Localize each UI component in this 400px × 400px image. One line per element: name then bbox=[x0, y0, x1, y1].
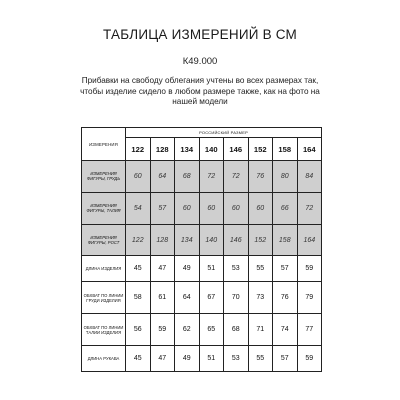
table-cell: 72 bbox=[297, 192, 322, 224]
table-row bbox=[82, 345, 322, 371]
table-cell: 72 bbox=[224, 161, 249, 193]
measurements-header: ИЗМЕРЕНИЯ bbox=[82, 128, 126, 161]
table-row bbox=[82, 161, 322, 193]
table-cell: 59 bbox=[297, 256, 322, 282]
table-row bbox=[82, 282, 322, 314]
table-cell: 77 bbox=[297, 314, 322, 346]
table-cell: 158 bbox=[273, 224, 298, 256]
table-cell: 80 bbox=[273, 161, 298, 193]
table-cell: 45 bbox=[126, 345, 151, 371]
size-header-cell: 134 bbox=[175, 138, 200, 161]
table-cell: 61 bbox=[150, 282, 175, 314]
table-cell: 51 bbox=[199, 256, 224, 282]
size-header-cell: 152 bbox=[248, 138, 273, 161]
table-cell: 57 bbox=[273, 256, 298, 282]
size-table bbox=[81, 127, 322, 372]
table-cell: 84 bbox=[297, 161, 322, 193]
row-label: ДЛИНА ИЗДЕЛИЯ bbox=[82, 256, 126, 282]
table-cell: 58 bbox=[126, 282, 151, 314]
row-label: ИЗМЕРЕНИЯ ФИГУРЫ, ГРУДЬ bbox=[82, 161, 126, 193]
size-header-cell: 128 bbox=[150, 138, 175, 161]
table-cell: 146 bbox=[224, 224, 249, 256]
table-cell: 47 bbox=[150, 256, 175, 282]
table-cell: 57 bbox=[273, 345, 298, 371]
table-cell: 49 bbox=[175, 256, 200, 282]
table-row bbox=[82, 224, 322, 256]
table-cell: 49 bbox=[175, 345, 200, 371]
table-row bbox=[82, 314, 322, 346]
size-header-cell: 164 bbox=[297, 138, 322, 161]
table-body bbox=[82, 161, 322, 372]
table-cell: 128 bbox=[150, 224, 175, 256]
table-cell: 164 bbox=[297, 224, 322, 256]
table-cell: 64 bbox=[150, 161, 175, 193]
table-cell: 60 bbox=[224, 192, 249, 224]
table-cell: 79 bbox=[297, 282, 322, 314]
table-cell: 68 bbox=[224, 314, 249, 346]
table-cell: 65 bbox=[199, 314, 224, 346]
table-cell: 56 bbox=[126, 314, 151, 346]
table-row bbox=[82, 192, 322, 224]
table-cell: 55 bbox=[248, 256, 273, 282]
table-row bbox=[82, 256, 322, 282]
table-cell: 55 bbox=[248, 345, 273, 371]
russian-size-header: РОССИЙСКИЙ РАЗМЕР bbox=[126, 128, 322, 138]
table-cell: 134 bbox=[175, 224, 200, 256]
table-cell: 53 bbox=[224, 256, 249, 282]
size-header-cell: 146 bbox=[224, 138, 249, 161]
table-cell: 76 bbox=[273, 282, 298, 314]
table-cell: 47 bbox=[150, 345, 175, 371]
table-cell: 68 bbox=[175, 161, 200, 193]
table-cell: 152 bbox=[248, 224, 273, 256]
table-cell: 45 bbox=[126, 256, 151, 282]
article-number: К49.000 bbox=[182, 56, 218, 67]
table-cell: 53 bbox=[224, 345, 249, 371]
table-cell: 66 bbox=[273, 192, 298, 224]
fit-note: Прибавки на свободу облегания учтены во всех размерах так, чтобы изделие сидело в любом размере также, как на фото на нашей модели bbox=[80, 76, 320, 106]
table-cell: 62 bbox=[175, 314, 200, 346]
table-cell: 70 bbox=[224, 282, 249, 314]
table-cell: 73 bbox=[248, 282, 273, 314]
row-label: ОБХВАТ ПО ЛИНИИ ГРУДИ ИЗДЕЛИЯ bbox=[82, 282, 126, 314]
row-label: ИЗМЕРЕНИЯ ФИГУРЫ, РОСТ bbox=[82, 224, 126, 256]
size-header-cell: 158 bbox=[273, 138, 298, 161]
table-cell: 140 bbox=[199, 224, 224, 256]
table-cell: 60 bbox=[199, 192, 224, 224]
table-cell: 57 bbox=[150, 192, 175, 224]
table-cell: 76 bbox=[248, 161, 273, 193]
table-cell: 122 bbox=[126, 224, 151, 256]
table-cell: 71 bbox=[248, 314, 273, 346]
table-cell: 72 bbox=[199, 161, 224, 193]
table-cell: 64 bbox=[175, 282, 200, 314]
table-cell: 59 bbox=[150, 314, 175, 346]
row-label: ИЗМЕРЕНИЯ ФИГУРЫ, ТАЛИЯ bbox=[82, 192, 126, 224]
size-header-cell: 122 bbox=[126, 138, 151, 161]
page-title: ТАБЛИЦА ИЗМЕРЕНИЙ В СМ bbox=[103, 27, 297, 42]
table-cell: 59 bbox=[297, 345, 322, 371]
table-cell: 60 bbox=[248, 192, 273, 224]
table-cell: 67 bbox=[199, 282, 224, 314]
table-cell: 51 bbox=[199, 345, 224, 371]
table-cell: 60 bbox=[175, 192, 200, 224]
size-header-cell: 140 bbox=[199, 138, 224, 161]
row-label: ДЛИНА РУКАВА bbox=[82, 345, 126, 371]
row-label: ОБХВАТ ПО ЛИНИИ ТАЛИИ ИЗДЕЛИЯ bbox=[82, 314, 126, 346]
table-cell: 60 bbox=[126, 161, 151, 193]
table-cell: 74 bbox=[273, 314, 298, 346]
table-cell: 54 bbox=[126, 192, 151, 224]
